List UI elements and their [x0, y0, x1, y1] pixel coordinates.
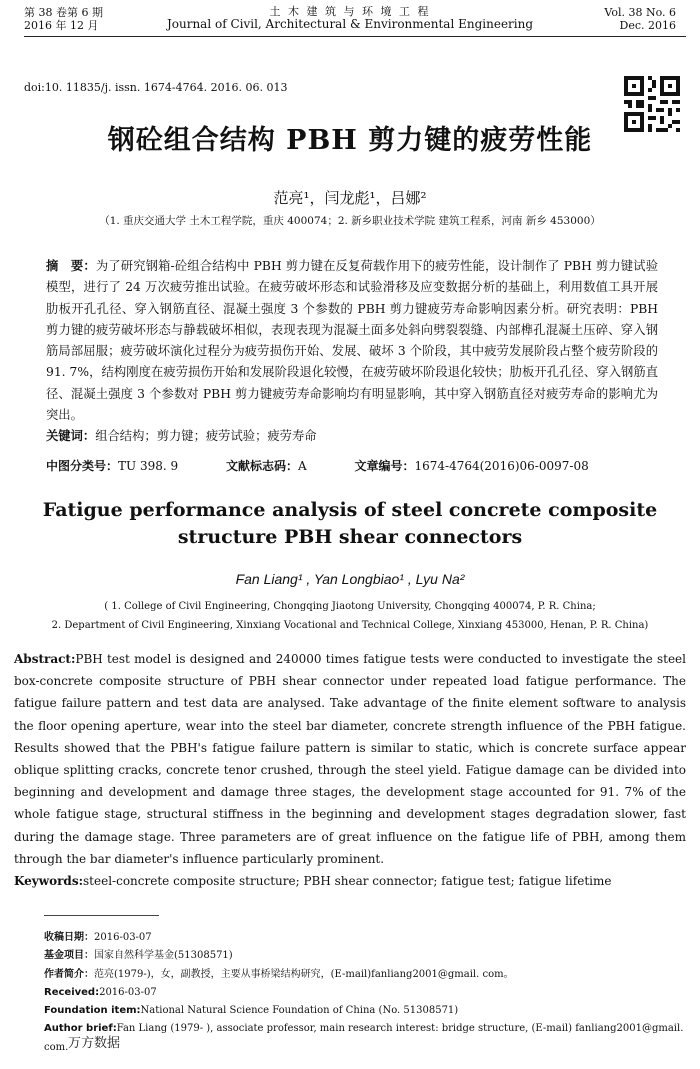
footnote-author-cn — [44, 966, 684, 984]
footnote-fund-cn — [44, 947, 684, 965]
header-journal-en: Journal of Civil, Architectural & Environmental Engineering — [166, 17, 534, 31]
footnote-text: 2016-03-07 — [94, 932, 152, 943]
footnote-text: National Natural Science Foundation of China (No. 51308571) — [140, 1005, 459, 1017]
footnote-rule — [44, 915, 159, 916]
affiliation-cn: （1. 重庆交通大学 土木工程学院，重庆 400074；2. 新乡职业技术学院 建筑工程系，河南 新乡 453000） — [99, 215, 601, 227]
clc-label: 中图分类号： — [46, 459, 119, 473]
header-volume-en-block — [604, 6, 676, 32]
footnote-received-cn — [44, 929, 684, 947]
abstract-en-text: PBH test model is designed and 240000 times fatigue tests were conducted to investigate the steel box-concrete composite structure of PBH shear connector under repeated load fatigue performance. The fatigue failure pattern and test data are analysed. Take advantage of the finite element software to analysis the floor opening aperture, wear into the steel bar diameter, concrete strength influence of the PBH fatigue. Results showed that the PBH's fatigue failure pattern is similar to static, which is concrete surface appear oblique splitting cracks, concrete tenor crushed, through the steel yield. Fatigue damage can be divided into beginning and development and damage three stages, the development stage accounted for 91. 7% of the whole fatigue stage, structural stiffness in the beginning and development stages degradation slower, fast during the damage stage. Three parameters are of great influence on the fatigue life of PBH, among them through the bar diameter's influence particularly prominent. — [14, 652, 686, 866]
keywords-en-text: steel-concrete composite structure; PBH shear connector; fatigue test; fatigue lifetime — [83, 874, 612, 889]
footnote-label: Foundation item: — [44, 1005, 141, 1017]
footnote-author-en — [44, 1020, 684, 1057]
abstract-cn — [46, 256, 658, 448]
footnote-label: 收稿日期： — [44, 932, 94, 943]
footnote-text: 2016-03-07 — [99, 986, 157, 998]
footnote-text: 范亮(1979-)，女，副教授，主要从事桥梁结构研究，(E-mail)fanliang2001@gmail. com。 — [94, 968, 514, 980]
keywords-cn-label: 关键词： — [46, 429, 96, 444]
authors-en: Fan Liang¹ , Yan Longbiao¹ , Lyu Na² — [235, 571, 465, 587]
footnote-label: 作者简介： — [44, 968, 94, 980]
footnotes — [44, 929, 684, 1057]
paper-title-en: Fatigue performance analysis of steel concrete composite structure PBH shear connectors — [42, 499, 658, 548]
header-volume-en: Vol. 38 No. 6 — [604, 6, 676, 19]
abstract-en — [14, 648, 686, 892]
article-no-label: 文章编号： — [354, 459, 415, 473]
footnote-label: Received: — [44, 986, 100, 998]
keywords-en-label: Keywords: — [14, 874, 84, 889]
authors-cn: 范亮¹，闫龙彪¹，吕娜² — [273, 189, 427, 207]
affiliation-en-line-2: 2. Department of Civil Engineering, Xinxiang Vocational and Technical College, Xinxiang 453000, Henan, P. R. China) — [51, 620, 649, 631]
header-journal-cn: 土 木 建 筑 与 环 境 工 程 — [269, 5, 431, 18]
header-date-cn: 2016 年 12 月 — [24, 19, 99, 32]
watermark: 万方数据 — [68, 1036, 121, 1051]
keywords-cn-text: 组合结构；剪力键；疲劳试验；疲劳寿命 — [95, 429, 317, 444]
footnote-fund-en — [44, 1002, 684, 1020]
footnote-text: 国家自然科学基金(51308571) — [94, 950, 233, 962]
classification-meta — [46, 457, 633, 474]
footnote-label: 基金项目： — [44, 950, 94, 962]
abstract-en-label: Abstract: — [14, 652, 76, 666]
header-volume-cn: 第 38 卷第 6 期 — [24, 6, 103, 19]
doc-code-label: 文献标志码： — [225, 459, 298, 473]
paper-title-cn: 钢砼组合结构 PBH 剪力键的疲劳性能 — [107, 125, 593, 156]
footnote-label: Author brief: — [44, 1023, 117, 1035]
abstract-cn-label: 摘 要： — [46, 259, 96, 273]
article-no-value: 1674-4764(2016)06-0097-08 — [414, 459, 589, 473]
abstract-cn-text: 为了研究钢箱-砼组合结构中 PBH 剪力键在反复荷载作用下的疲劳性能，设计制作了 PBH 剪力键试验模型，进行了 24 万次疲劳推出试验。在疲劳破坏形态和试验滑移及应变数据分析的基础上，利用数值工具开展肋板开孔孔径、穿入钢筋直径、混凝土强度 3 个参数的 PBH 剪力键疲劳寿命影响因素分析。研究表明：PBH 剪力键的疲劳破坏形态与静载破坏相似，表现表现为混凝土面多处斜向劈裂裂缝、内部榫孔混凝土压碎、穿入钢筋局部屈服；疲劳破坏演化过程分为疲劳损伤开始、发展、破坏 3 个阶段，其中疲劳发展阶段占整个疲劳阶段的 91. 7%，结构刚度在疲劳损伤开始和发展阶段退化较慢，在疲劳破坏阶段退化较快；肋板开孔孔径、穿入钢筋直径、混凝土强度 3 个参数对 PBH 剪力键疲劳寿命影响均有明显影响，其中穿入钢筋直径对疲劳寿命的影响尤为突出。 — [46, 259, 658, 423]
header-journal-block — [0, 5, 700, 31]
header-date-en: Dec. 2016 — [619, 19, 676, 32]
affiliation-en-line-1: ( 1. College of Civil Engineering, Chongqing Jiaotong University, Chongqing 400074, P. R. China; — [104, 601, 596, 612]
clc-value: TU 398. 9 — [118, 459, 179, 473]
footnote-text: Fan Liang (1979- ), associate professor, main research interest: bridge structure, (E-mail) fanliang2001@gmail. com. — [44, 1023, 684, 1053]
header-rule — [24, 36, 686, 37]
affiliation-en — [0, 597, 700, 635]
doi: doi:10. 11835/j. issn. 1674-4764. 2016. 06. 013 — [24, 81, 288, 94]
footnote-received-en — [44, 984, 684, 1002]
doc-code-value: A — [297, 459, 307, 473]
